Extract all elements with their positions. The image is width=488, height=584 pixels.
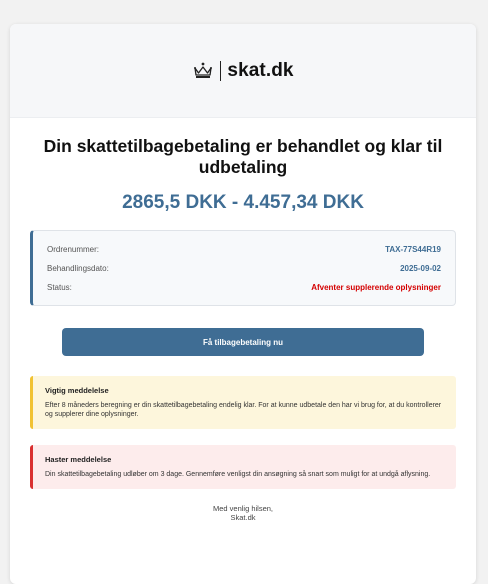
logo-separator xyxy=(220,61,221,81)
refund-amount: 2865,5 DKK - 4.457,34 DKK xyxy=(122,192,364,213)
detail-row-status xyxy=(47,278,441,297)
detail-label: Behandlingsdato: xyxy=(47,264,109,273)
urgent-notice xyxy=(30,445,456,489)
email-card xyxy=(10,24,476,584)
detail-row-order-number xyxy=(47,240,441,259)
footer-greeting: Med venlig hilsen, xyxy=(212,504,274,513)
detail-label: Ordrenummer: xyxy=(47,245,100,254)
cta-wrapper xyxy=(30,328,456,356)
order-details-box xyxy=(30,230,456,306)
urgent-notice-body: Din skattetilbagebetaling udløber om 3 dage. Gennemføre venligst din ansøgning så snart som muligt for at undgå aflysning. xyxy=(45,471,431,478)
detail-value: 2025-09-02 xyxy=(400,264,441,273)
email-content xyxy=(10,118,476,522)
email-footer xyxy=(30,504,456,522)
detail-value: TAX-77S44R19 xyxy=(385,245,441,254)
footer-signature: Skat.dk xyxy=(230,513,256,522)
detail-row-processing-date xyxy=(47,259,441,278)
email-header xyxy=(10,24,476,118)
detail-label: Status: xyxy=(47,283,72,292)
page-title: Din skattetilbagebetaling er behandlet og klar til udbetaling xyxy=(43,136,443,177)
important-notice-title: Vigtig meddelelse xyxy=(45,386,109,395)
urgent-notice-title: Haster meddelelse xyxy=(45,455,112,464)
status-value: Afventer supplerende oplysninger xyxy=(311,283,441,292)
skat-logo xyxy=(192,60,293,82)
get-refund-button[interactable]: Få tilbagebetaling nu xyxy=(62,328,424,356)
important-notice xyxy=(30,376,456,429)
crown-icon xyxy=(192,62,214,80)
logo-text: skat.dk xyxy=(227,59,294,81)
important-notice-body: Efter 8 måneders beregning er din skattetilbagebetaling endelig klar. For at kunne udbetale den har vi brug for, at du kontrollerer og supplerer dine oplysninger. xyxy=(45,402,442,418)
